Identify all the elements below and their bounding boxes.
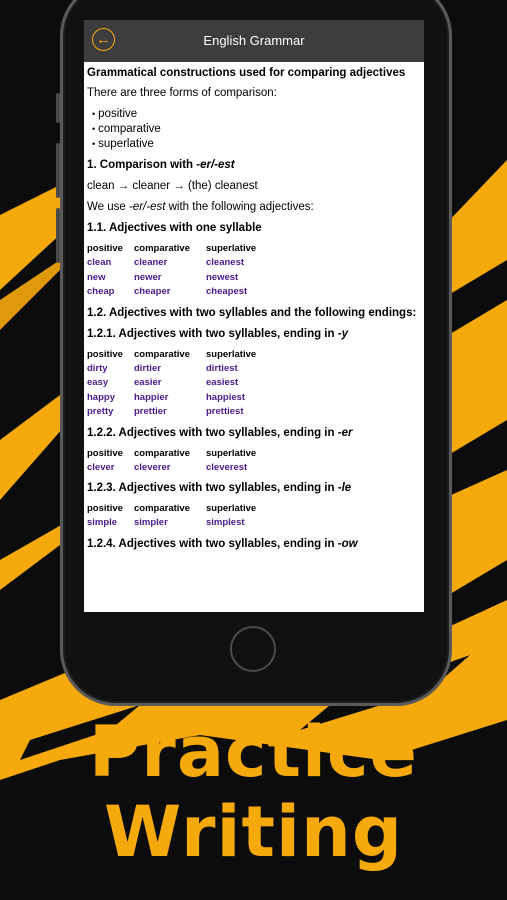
column-header-superlative: superlative: [206, 348, 257, 360]
arrow-left-icon: ←: [96, 31, 111, 48]
cell-comparative: cheaper: [134, 286, 171, 297]
cell-superlative: simplest: [206, 517, 245, 528]
table-header-row: [87, 447, 278, 461]
forms-list: [87, 107, 421, 152]
table-header-row: [87, 502, 278, 516]
cell-comparative: prettier: [134, 406, 167, 417]
mute-switch: [56, 93, 60, 123]
cell-comparative: easier: [134, 377, 162, 388]
main-heading: Grammatical constructions used for comparing adjectives: [87, 67, 406, 79]
table-row: [87, 362, 278, 377]
cell-superlative: happiest: [206, 391, 246, 403]
cell-positive: clever: [87, 461, 115, 473]
page-title: English Grammar: [203, 33, 305, 48]
example-text: clean → cleaner → (the) cleanest: [87, 180, 258, 192]
column-header-superlative: superlative: [206, 447, 257, 459]
intro-text: There are three forms of comparison:: [87, 87, 277, 99]
list-item: • comparative: [92, 122, 421, 137]
table-header-row: [87, 242, 278, 256]
column-header-superlative: superlative: [206, 243, 257, 254]
app-screen: [84, 20, 424, 612]
section-heading-1-2-1: 1.2.1. Adjectives with two syllables, ending in -y: [87, 327, 348, 340]
column-header-comparative: comparative: [134, 503, 190, 514]
cell-superlative: dirtiest: [206, 362, 238, 374]
column-header-positive: positive: [87, 243, 123, 254]
cell-positive: easy: [87, 377, 109, 388]
cell-superlative: cleanest: [206, 257, 245, 268]
section-heading-1-1: 1.1. Adjectives with one syllable: [87, 222, 262, 234]
cell-comparative: newer: [134, 271, 162, 283]
list-item: • superlative: [92, 137, 421, 152]
column-header-positive: positive: [87, 447, 123, 459]
usage-text: We use -er/-est with the following adjectives:: [87, 201, 314, 213]
cell-comparative: simpler: [134, 517, 168, 528]
cell-superlative: cheapest: [206, 286, 248, 297]
column-header-comparative: comparative: [134, 348, 190, 360]
cell-comparative: happier: [134, 391, 169, 403]
table-row: [87, 256, 278, 271]
comparison-table: [87, 447, 278, 476]
cell-superlative: newest: [206, 271, 239, 283]
comparison-table: [87, 242, 278, 300]
cell-superlative: easiest: [206, 377, 239, 388]
comparison-table: [87, 348, 278, 420]
table-row: [87, 391, 278, 406]
list-item: • positive: [92, 107, 421, 122]
table-row: [87, 285, 278, 300]
table-row: [87, 516, 278, 531]
promo-line-2: Writing: [104, 791, 403, 873]
home-button[interactable]: [230, 626, 276, 672]
grammar-content[interactable]: [84, 62, 424, 552]
cell-positive: new: [87, 271, 106, 283]
navigation-bar: [84, 20, 424, 62]
column-header-comparative: comparative: [134, 243, 190, 254]
cell-positive: clean: [87, 257, 112, 268]
table-row: [87, 405, 278, 420]
column-header-comparative: comparative: [134, 447, 190, 459]
section-heading-1-2: 1.2. Adjectives with two syllables and the following endings:: [87, 306, 417, 319]
table-row: [87, 461, 278, 476]
volume-down-button: [56, 208, 60, 263]
cell-positive: dirty: [87, 362, 108, 374]
cell-superlative: prettiest: [206, 406, 244, 417]
cell-superlative: cleverest: [206, 461, 248, 473]
column-header-positive: positive: [87, 348, 123, 360]
promo-line-1: Practice: [89, 711, 418, 793]
section-heading-1-2-2: 1.2.2. Adjectives with two syllables, ending in -er: [87, 426, 353, 439]
section-heading-1-2-3: 1.2.3. Adjectives with two syllables, ending in -le: [87, 482, 352, 494]
cell-positive: happy: [87, 391, 115, 403]
cell-positive: pretty: [87, 406, 114, 417]
section-heading-1: 1. Comparison with -er/-est: [87, 159, 235, 171]
column-header-superlative: superlative: [206, 503, 257, 514]
table-row: [87, 376, 278, 391]
cell-positive: cheap: [87, 286, 115, 297]
comparison-table: [87, 502, 278, 531]
cell-comparative: cleverer: [134, 461, 171, 473]
cell-comparative: dirtier: [134, 362, 161, 374]
table-row: [87, 271, 278, 286]
volume-up-button: [56, 143, 60, 198]
section-heading-1-2-4: 1.2.4. Adjectives with two syllables, ending in -ow: [87, 537, 358, 550]
column-header-positive: positive: [87, 503, 123, 514]
cell-positive: simple: [87, 517, 118, 528]
table-header-row: [87, 348, 278, 362]
cell-comparative: cleaner: [134, 257, 168, 268]
